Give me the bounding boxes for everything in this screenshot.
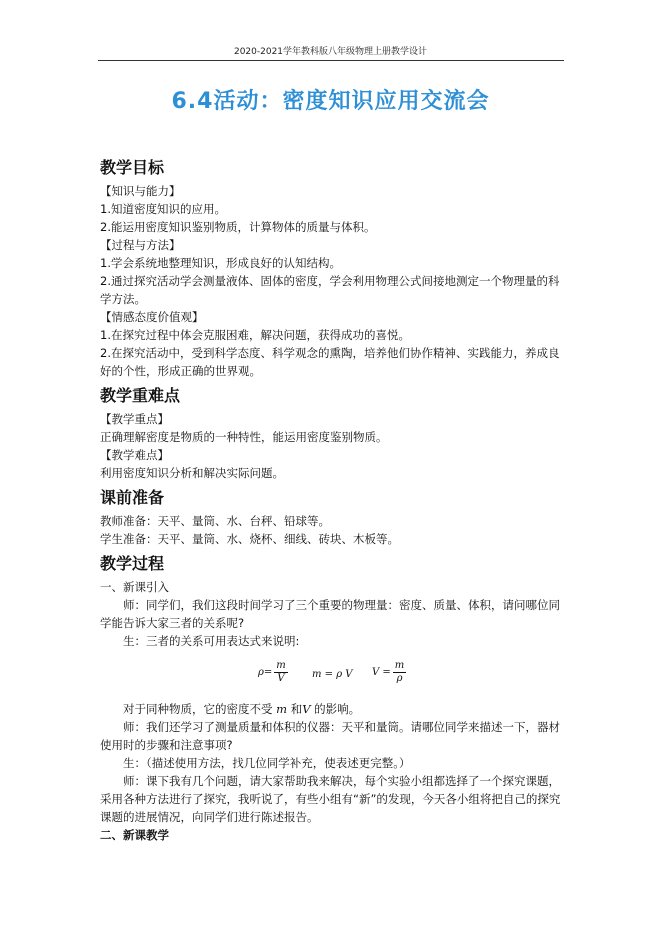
header-rule xyxy=(98,60,564,61)
process-tag: 【过程与方法】 xyxy=(100,238,181,252)
process-heading: 教学过程 xyxy=(100,554,165,573)
goals-heading: 教学目标 xyxy=(100,158,165,177)
process-item-1: 1.学会系统地整理知识，形成良好的认知结构。 xyxy=(100,256,341,270)
knowledge-item-2: 2.能运用密度知识鉴别物质，计算物体的质量与体积。 xyxy=(100,220,376,234)
key-tag: 【教学重点】 xyxy=(100,412,169,426)
formula-volume: V = $\frac{m}{\rho}$ xyxy=(372,660,405,684)
part2-heading: 二、新课教学 xyxy=(100,828,169,842)
knowledge-item-1: 1.知道密度知识的应用。 xyxy=(100,202,226,216)
document-title: 6.4活动：密度知识应用交流会 xyxy=(171,89,490,114)
process-item-2: 2.通过探究活动学会测量液体、固体的密度，学会利用物理公式间接地测定一个物理量的科学方法。 xyxy=(100,274,560,306)
document-body xyxy=(100,152,564,844)
emotion-item-1: 1.在探究过程中体会克服困难，解决问题，获得成功的喜悦。 xyxy=(100,328,410,342)
key-text: 正确理解密度是物质的一种特性，能运用密度鉴别物质。 xyxy=(100,430,388,444)
formula-volume-numerator: m xyxy=(394,660,405,671)
keypoints-heading: 教学重难点 xyxy=(100,386,181,405)
part1-heading: 一、新课引入 xyxy=(100,580,169,594)
prep-heading: 课前准备 xyxy=(100,488,165,507)
difficulty-text: 利用密度知识分析和解决实际问题。 xyxy=(100,466,284,480)
paragraph-student-2: 生：（描述使用方法，找几位同学补充，使表述更完整。） xyxy=(123,756,411,770)
formula-density-numerator: m xyxy=(276,660,286,671)
formula-volume-denominator: ρ xyxy=(396,673,403,684)
formula-row xyxy=(100,654,564,698)
emotion-tag: 【情感态度价值观】 xyxy=(100,310,204,324)
paragraph-teacher-2: 师：我们还学习了测量质量和体积的仪器：天平和量筒。请哪位同学来描述一下，器材使用时的步骤和注意事项? xyxy=(100,720,560,752)
emotion-item-2: 2.在探究活动中，受到科学态度、科学观念的熏陶，培养他们协作精神、实践能力，养成良好的个性，形成正确的世界观。 xyxy=(100,346,560,378)
student-prep: 学生准备：天平、量筒、水、烧杯、细线、砖块、木板等。 xyxy=(100,532,399,546)
formula-density: ρ= $\frac{m}{V}$ xyxy=(258,660,286,684)
paragraph-student-1: 生：三者的关系可用表达式来说明: xyxy=(123,634,300,648)
knowledge-tag: 【知识与能力】 xyxy=(100,184,181,198)
difficulty-tag: 【教学难点】 xyxy=(100,448,169,462)
page-header: 2020-2021学年教科版八年级物理上册教学设计 xyxy=(233,47,428,57)
teacher-prep: 教师准备：天平、量筒、水、台秤、铅球等。 xyxy=(100,514,330,528)
paragraph-teacher-1: 师：同学们，我们这段时间学习了三个重要的物理量：密度、质量、体积，请问哪位同学能告诉大家三者的关系呢? xyxy=(100,598,560,630)
formula-density-denominator: V xyxy=(277,673,285,684)
paragraph-density-property: 对于同种物质，它的密度不受 m 和V 的影响。 xyxy=(123,702,361,716)
paragraph-teacher-3: 师：课下我有几个问题，请大家帮助我来解决，每个实验小组都选择了一个探究课题，采用各种方法进行了探究，我听说了，有些小组有“新”的发现，今天各小组将把自己的探究课题的进展情况，向同学们进行陈述报告。 xyxy=(100,774,561,824)
formula-mass: m = ρ V xyxy=(312,669,353,680)
